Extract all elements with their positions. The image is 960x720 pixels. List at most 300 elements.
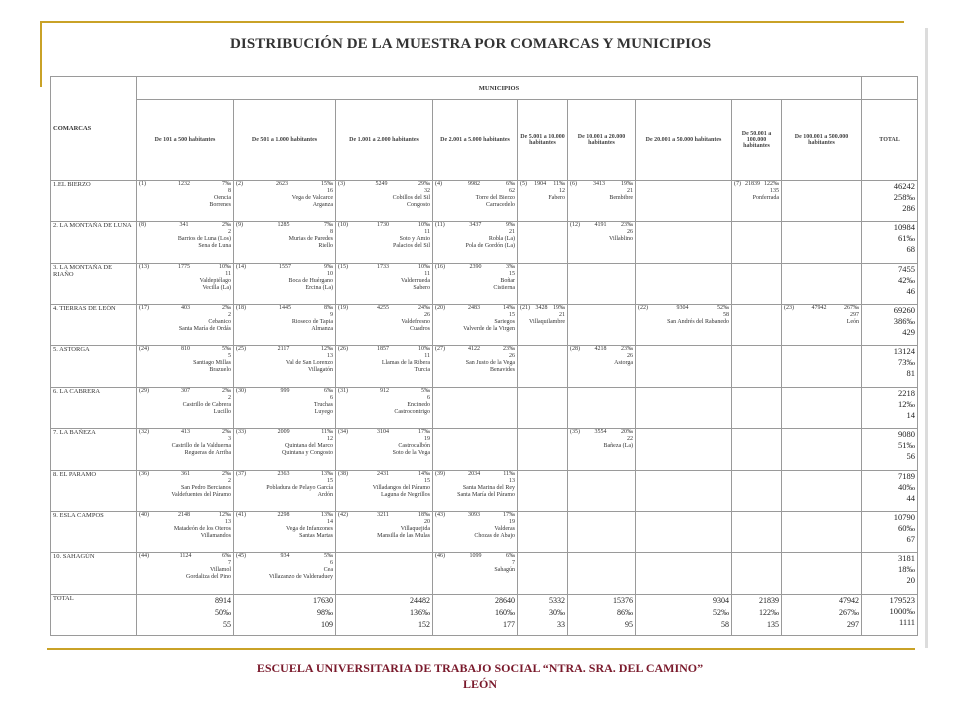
municipio-sample: 15 xyxy=(509,312,515,319)
municipio-id: (33) xyxy=(236,429,246,436)
row-total-value: 68 xyxy=(906,244,916,255)
municipio-cell xyxy=(568,346,636,387)
municipio-cell xyxy=(336,511,433,552)
municipio-permille: 15‰ xyxy=(321,181,333,187)
municipio-sample: 8 xyxy=(330,229,333,236)
municipio-permille: 11‰ xyxy=(321,429,333,436)
table-row xyxy=(51,346,918,387)
row-total-value: 67 xyxy=(906,533,916,544)
municipio-count: 4255 xyxy=(377,305,389,312)
totals-row xyxy=(51,594,918,635)
municipio-sample: 7 xyxy=(512,560,515,567)
page-title: DISTRIBUCIÓN DE LA MUESTRA POR COMARCAS Y MUNICIPIOS xyxy=(230,36,712,52)
municipio-permille: 17‰ xyxy=(503,511,515,518)
municipio-sample: 22 xyxy=(627,436,633,443)
municipio-count: 2034 xyxy=(468,470,481,477)
municipio-count: 413 xyxy=(181,429,190,436)
municipio-cell xyxy=(336,305,433,346)
row-total-value: 42‰ xyxy=(898,274,916,285)
municipio-stats xyxy=(435,305,515,312)
municipio-stats xyxy=(338,429,430,436)
municipio-cell xyxy=(732,222,782,263)
municipio-name: Vecilla (La) xyxy=(202,284,231,291)
municipio-count: 1124 xyxy=(179,553,192,560)
municipio-stats xyxy=(338,471,430,478)
municipio-count: 4122 xyxy=(468,346,480,353)
municipio-entry xyxy=(734,181,779,221)
municipio-id: (9) xyxy=(236,222,243,229)
municipio-name: Soto y Amio xyxy=(399,236,430,243)
municipio-permille: 11‰ xyxy=(503,470,515,477)
row-total-value: 258‰ xyxy=(893,192,916,202)
municipio-name: Matadeón de los Oteros xyxy=(173,525,231,532)
municipio-id: (1) xyxy=(139,181,146,187)
municipio-sample: 2 xyxy=(228,229,231,236)
municipio-sample: 7 xyxy=(228,560,231,567)
column-total-value: 8914 xyxy=(215,595,231,605)
municipio-count: 2483 xyxy=(468,305,480,312)
row-total-value: 2218 xyxy=(898,387,916,398)
municipio-id: (2) xyxy=(236,181,243,187)
municipio-cell xyxy=(732,263,782,304)
municipio-sample: 14 xyxy=(327,518,333,525)
column-total-value: 135 xyxy=(767,619,779,629)
municipio-permille: 14‰ xyxy=(418,470,430,477)
column-total-value: 50‰ xyxy=(215,607,231,617)
municipio-sample: 2 xyxy=(228,394,231,401)
municipio-count: 999 xyxy=(280,387,290,394)
row-total-value: 44 xyxy=(906,492,916,503)
municipio-cell xyxy=(782,263,862,304)
municipio-id: (27) xyxy=(435,346,445,353)
municipio-cell xyxy=(782,511,862,552)
row-total-value: 51‰ xyxy=(898,440,916,451)
municipio-sample: 16 xyxy=(327,188,333,194)
municipio-name: Sabero xyxy=(413,284,430,291)
municipio-id: (40) xyxy=(139,511,149,518)
municipio-cell xyxy=(433,429,518,470)
municipio-count: 3428 xyxy=(535,305,548,312)
comarca-name: 7. LA BAÑEZA xyxy=(51,429,137,470)
municipio-sample: 2 xyxy=(228,477,231,484)
municipio-name: Laguna de Negrillos xyxy=(381,491,430,498)
row-total xyxy=(862,222,918,263)
municipio-permille: 6‰ xyxy=(506,553,515,560)
footer-institution: ESCUELA UNIVERSITARIA DE TRABAJO SOCIAL “NTRA. SRA. DEL CAMINO” xyxy=(256,661,704,675)
municipio-cell xyxy=(732,429,782,470)
municipio-permille: 12‰ xyxy=(321,346,333,353)
grand-total xyxy=(862,594,918,635)
column-total-value: 28640 xyxy=(495,595,515,605)
municipio-count: 1857 xyxy=(377,346,389,353)
municipio-stats xyxy=(435,222,515,229)
municipio-sample: 12 xyxy=(559,188,565,194)
comarca-name: 1.EL BIERZO xyxy=(51,181,137,222)
municipio-cell xyxy=(518,429,568,470)
municipio-permille: 3‰ xyxy=(506,263,515,270)
row-total-value: 286 xyxy=(902,203,916,213)
municipio-name: Congosto xyxy=(406,202,430,208)
municipio-name: Pola de Gordón (La) xyxy=(465,243,515,250)
municipio-name: Rioseco de Tapia xyxy=(291,319,333,326)
municipio-stats xyxy=(338,305,430,312)
municipio-count: 934 xyxy=(280,553,290,560)
municipio-cell xyxy=(433,346,518,387)
row-total xyxy=(862,511,918,552)
municipio-stats xyxy=(520,181,565,188)
municipio-count: 2009 xyxy=(277,429,290,436)
municipio-count: 21839 xyxy=(745,181,760,187)
municipio-stats xyxy=(338,222,430,229)
municipio-cell xyxy=(336,470,433,511)
municipio-name: Torre del Bierzo xyxy=(475,195,515,201)
municipio-entry xyxy=(236,181,333,221)
top-accent-rule xyxy=(40,21,904,23)
municipio-cell xyxy=(782,387,862,428)
municipio-count: 361 xyxy=(181,470,190,477)
municipio-name: Bembibre xyxy=(609,195,633,201)
comarca-name: 6. LA CABRERA xyxy=(51,387,137,428)
municipio-cell xyxy=(782,470,862,511)
municipio-cell xyxy=(137,429,234,470)
municipio-count: 403 xyxy=(181,305,190,312)
municipio-cell xyxy=(782,346,862,387)
municipio-sample: 2 xyxy=(228,312,231,319)
municipio-sample: 26 xyxy=(424,312,430,319)
municipio-cell xyxy=(137,553,234,594)
municipio-cell xyxy=(234,305,336,346)
municipio-permille: 2‰ xyxy=(222,470,231,477)
municipio-stats xyxy=(435,512,515,519)
municipio-cell xyxy=(568,305,636,346)
municipio-permille: 7‰ xyxy=(324,222,333,229)
municipio-entry xyxy=(236,553,333,593)
municipio-name: Gordaliza del Pino xyxy=(186,574,231,581)
column-total-value: 95 xyxy=(625,619,633,629)
municipio-stats xyxy=(139,553,231,560)
municipio-permille: 9‰ xyxy=(506,222,515,229)
municipio-stats xyxy=(139,305,231,312)
municipio-id: (11) xyxy=(435,222,445,229)
municipio-cell xyxy=(234,553,336,594)
municipio-entry xyxy=(570,429,633,469)
municipio-id: (6) xyxy=(570,181,577,187)
municipio-permille: 23‰ xyxy=(621,346,633,353)
municipio-stats xyxy=(435,264,515,271)
band-header: De 50.001 a 100.000 habitantes xyxy=(732,100,782,181)
municipio-permille: 18‰ xyxy=(418,511,430,518)
municipio-cell xyxy=(636,387,732,428)
row-total-value: 81 xyxy=(906,368,916,379)
total-header-blank xyxy=(862,77,918,100)
municipio-entry xyxy=(338,388,430,428)
municipio-cell xyxy=(518,263,568,304)
municipio-sample: 19 xyxy=(509,518,515,525)
municipio-count: 1730 xyxy=(377,222,389,229)
municipio-stats xyxy=(338,181,430,188)
municipio-stats xyxy=(338,346,430,353)
municipio-cell xyxy=(234,429,336,470)
municipio-count: 2117 xyxy=(277,346,290,353)
municipio-name: Quintana y Congosto xyxy=(282,450,333,457)
municipio-id: (42) xyxy=(338,511,348,518)
municipio-name: Valdepiélago xyxy=(199,277,231,284)
municipio-cell xyxy=(518,181,568,222)
municipio-cell xyxy=(234,387,336,428)
table-row xyxy=(51,387,918,428)
municipio-sample: 6 xyxy=(427,394,430,401)
grand-total-value: 179523 xyxy=(889,594,916,605)
municipio-permille: 6‰ xyxy=(324,387,333,394)
municipio-id: (24) xyxy=(139,346,149,353)
municipio-entry xyxy=(435,512,515,552)
municipio-name: San Andrés del Rabanedo xyxy=(667,319,729,326)
municipio-permille: 10‰ xyxy=(418,346,430,353)
municipio-count: 2390 xyxy=(469,263,482,270)
comarcas-header: COMARCAS xyxy=(51,77,137,181)
totals-label: TOTAL xyxy=(51,594,137,635)
municipio-id: (29) xyxy=(139,387,149,394)
municipio-permille: 6‰ xyxy=(506,181,515,187)
municipio-name: Sariegos xyxy=(494,319,515,326)
municipio-sample: 11 xyxy=(225,270,231,277)
municipio-entry xyxy=(139,264,231,304)
band-header: De 501 a 1.000 habitantes xyxy=(234,100,336,181)
municipio-cell xyxy=(636,511,732,552)
municipio-entry xyxy=(338,305,430,345)
municipio-cell xyxy=(518,387,568,428)
municipio-id: (4) xyxy=(435,181,442,187)
municipio-sample: 21 xyxy=(627,188,633,194)
municipio-id: (16) xyxy=(435,263,445,270)
column-total-value: 58 xyxy=(721,619,729,629)
row-total-value: 69260 xyxy=(893,305,916,316)
municipio-name: Val de San Lorenzo xyxy=(285,360,333,367)
row-total-value: 46242 xyxy=(893,181,916,191)
municipio-cell xyxy=(636,346,732,387)
municipio-entry xyxy=(139,222,231,262)
comarca-name: 3. LA MONTAÑA DE RIAÑO xyxy=(51,263,137,304)
municipio-entry xyxy=(338,471,430,511)
column-total xyxy=(518,594,568,635)
comarca-name: 8. EL PARAMO xyxy=(51,470,137,511)
municipio-entry xyxy=(236,305,333,345)
row-total-value: 3181 xyxy=(898,553,916,564)
municipio-sample: 21 xyxy=(509,229,515,236)
comarca-name: 4. TIERRAS DE LEÓN xyxy=(51,305,137,346)
municipio-count: 2148 xyxy=(178,511,190,518)
municipio-id: (25) xyxy=(236,346,246,353)
municipio-id: (15) xyxy=(338,263,348,270)
municipio-entry xyxy=(236,429,333,469)
row-total-value: 56 xyxy=(906,451,916,462)
municipio-cell xyxy=(518,553,568,594)
municipio-entry xyxy=(435,471,515,511)
municipio-sample: 11 xyxy=(424,270,430,277)
municipio-id: (8) xyxy=(139,222,146,229)
municipio-name: Valdefresno xyxy=(401,319,430,326)
table-row xyxy=(51,470,918,511)
municipio-name: Cobillos del Sil xyxy=(392,195,430,201)
municipio-permille: 9‰ xyxy=(324,263,333,270)
municipio-stats xyxy=(734,181,779,188)
municipio-cell xyxy=(518,305,568,346)
municipio-permille: 17‰ xyxy=(418,429,430,436)
municipio-count: 3104 xyxy=(377,429,389,436)
municipio-id: (23) xyxy=(784,305,794,312)
municipio-name: Villagatón xyxy=(308,367,333,374)
municipio-permille: 10‰ xyxy=(418,222,430,229)
municipio-name: Castrillo de la Valduerna xyxy=(171,443,231,450)
municipio-count: 9982 xyxy=(468,181,480,187)
municipio-count: 3211 xyxy=(377,511,389,518)
grand-total-value: 1000‰ xyxy=(889,605,916,616)
municipio-cell xyxy=(568,553,636,594)
municipio-id: (14) xyxy=(236,263,246,270)
municipio-count: 5249 xyxy=(375,181,388,187)
municipio-cell xyxy=(636,470,732,511)
municipio-name: Robla (La) xyxy=(488,236,515,243)
municipio-stats xyxy=(520,305,565,312)
municipio-entry xyxy=(638,305,729,345)
municipio-name: Pobladura de Pelayo García xyxy=(266,484,333,491)
row-total xyxy=(862,429,918,470)
column-total-value: 109 xyxy=(321,619,333,629)
municipio-permille: 13‰ xyxy=(321,470,333,477)
municipio-sample: 297 xyxy=(850,312,860,319)
municipio-entry xyxy=(570,222,633,262)
column-total-value: 122‰ xyxy=(759,607,779,617)
municipio-name: Villazanzo de Valderaduey xyxy=(268,574,333,581)
municipio-id: (35) xyxy=(570,429,580,436)
municipio-count: 4191 xyxy=(594,222,607,229)
municipio-cell xyxy=(137,470,234,511)
municipio-cell xyxy=(518,470,568,511)
municipio-name: Cea xyxy=(323,567,333,574)
municipio-entry xyxy=(139,388,231,428)
municipio-name: Boñar xyxy=(500,277,515,284)
municipio-cell xyxy=(433,387,518,428)
band-header: De 10.001 a 20.000 habitantes xyxy=(568,100,636,181)
municipio-sample: 5 xyxy=(228,353,231,360)
municipio-entry xyxy=(520,181,565,221)
row-total xyxy=(862,181,918,222)
municipio-count: 1232 xyxy=(178,181,190,187)
municipio-id: (17) xyxy=(139,305,149,312)
municipio-count: 1445 xyxy=(279,305,291,312)
municipio-name: Villadangos del Páramo xyxy=(372,484,430,491)
municipio-permille: 2‰ xyxy=(222,305,231,312)
municipio-name: Regueras de Arriba xyxy=(184,450,231,457)
municipio-cell xyxy=(518,346,568,387)
municipio-entry xyxy=(236,512,333,552)
municipio-sample: 21 xyxy=(559,312,565,319)
column-total-value: 17630 xyxy=(313,595,333,605)
table-row xyxy=(51,429,918,470)
table-row xyxy=(51,222,918,263)
municipio-name: Castrocalbón xyxy=(398,443,430,450)
table-row xyxy=(51,511,918,552)
municipio-entry xyxy=(435,222,515,262)
municipio-cell xyxy=(636,263,732,304)
municipio-cell xyxy=(234,470,336,511)
municipio-name: Valderrueda xyxy=(401,277,430,284)
municipio-stats xyxy=(139,264,231,271)
municipio-name: Villamandos xyxy=(200,532,231,539)
row-total-value: 61‰ xyxy=(898,233,916,244)
column-total-value: 136‰ xyxy=(410,607,430,617)
municipio-id: (19) xyxy=(338,305,348,312)
row-total-value: 14 xyxy=(906,409,916,420)
column-total-value: 52‰ xyxy=(713,607,729,617)
municipio-name: Castrillo de Cabrera xyxy=(182,401,231,408)
municipio-sample: 6 xyxy=(330,394,333,401)
municipio-permille: 19‰ xyxy=(621,181,633,187)
municipio-cell xyxy=(234,222,336,263)
municipio-count: 307 xyxy=(181,387,190,394)
municipio-sample: 62 xyxy=(509,188,515,194)
column-total-value: 30‰ xyxy=(549,607,565,617)
municipio-name: Turcia xyxy=(414,367,430,374)
municipio-sample: 15 xyxy=(327,477,333,484)
municipio-id: (7) xyxy=(734,181,741,187)
municipio-name: Sahagún xyxy=(494,567,515,574)
municipio-permille: 19‰ xyxy=(553,305,565,312)
municipio-cell xyxy=(732,511,782,552)
row-total-value: 9080 xyxy=(898,429,916,440)
distribution-table xyxy=(50,76,918,636)
municipio-cell xyxy=(336,263,433,304)
row-total-value: 429 xyxy=(902,327,916,338)
municipio-cell xyxy=(782,222,862,263)
municipio-id: (10) xyxy=(338,222,348,229)
municipio-sample: 19 xyxy=(424,436,430,443)
municipio-cell xyxy=(336,429,433,470)
municipio-name: San Pedro Bercianos xyxy=(181,484,231,491)
municipio-name: Luyego xyxy=(314,408,333,415)
municipio-name: Brazuelo xyxy=(209,367,231,374)
municipio-permille: 2‰ xyxy=(222,222,231,229)
municipio-cell xyxy=(433,181,518,222)
municipio-name: Cistierna xyxy=(493,284,515,291)
total-header: TOTAL xyxy=(862,100,918,181)
municipio-permille: 29‰ xyxy=(418,181,430,187)
municipio-entry xyxy=(139,512,231,552)
municipio-name: Ercina (La) xyxy=(305,284,333,291)
municipio-entry xyxy=(435,305,515,345)
municipio-name: Castrocontrigo xyxy=(394,408,430,415)
municipio-stats xyxy=(570,181,633,188)
municipio-name: Bañeza (La) xyxy=(603,443,633,450)
row-total-value: 46 xyxy=(906,285,916,296)
municipio-name: Encinedo xyxy=(407,401,430,408)
municipio-count: 47942 xyxy=(811,305,827,312)
municipio-sample: 15 xyxy=(424,477,430,484)
municipio-sample: 13 xyxy=(509,477,515,484)
municipio-sample: 9 xyxy=(330,312,333,319)
municipio-name: Vega de Infanzones xyxy=(286,525,333,532)
column-total-value: 21839 xyxy=(759,595,779,605)
municipio-name: Santa María del Páramo xyxy=(457,491,515,498)
municipio-name: Fabero xyxy=(548,195,565,201)
municipio-cell xyxy=(732,470,782,511)
grand-total-value: 1111 xyxy=(898,616,916,627)
municipio-count: 810 xyxy=(181,346,190,353)
municipio-count: 2298 xyxy=(277,511,290,518)
municipio-name: Valderas xyxy=(494,525,515,532)
municipio-entry xyxy=(338,346,430,386)
municipio-cell xyxy=(137,305,234,346)
